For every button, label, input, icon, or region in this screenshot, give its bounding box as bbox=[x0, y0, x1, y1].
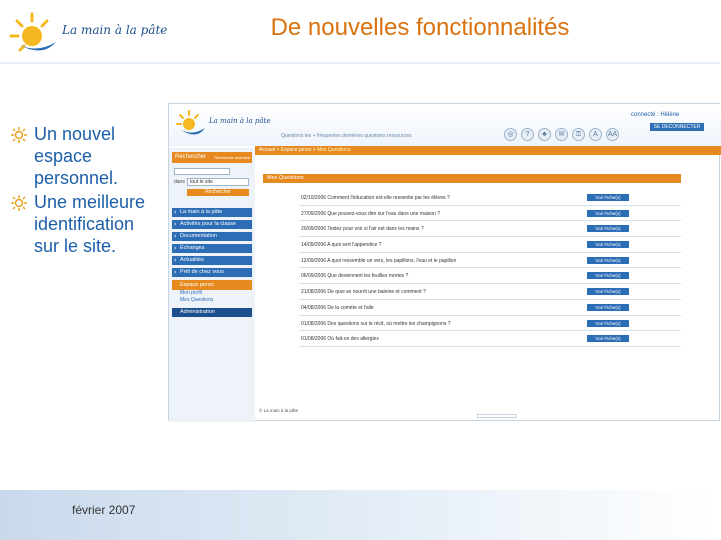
question-row bbox=[299, 221, 681, 237]
question-icon[interactable]: ? bbox=[521, 128, 534, 141]
slide-title: De nouvelles fonctionnalités bbox=[270, 14, 570, 41]
voir-fiches-button[interactable]: Voir Fiche(s) bbox=[587, 194, 629, 201]
search-scope-select[interactable]: tout le site bbox=[187, 178, 249, 186]
questions-list bbox=[299, 190, 681, 347]
question-text[interactable]: 20/09/2006 Testez pour voir si l'air est dans les mains ? bbox=[301, 226, 424, 233]
search-button[interactable]: Rechercher bbox=[187, 189, 249, 196]
sun-logo-icon bbox=[11, 14, 56, 51]
question-row bbox=[299, 237, 681, 253]
font-icon[interactable]: AA bbox=[606, 128, 619, 141]
espace-perso-title[interactable]: Espace perso bbox=[172, 280, 252, 290]
voir-fiches-button[interactable]: Voir Fiche(s) bbox=[587, 210, 629, 217]
voir-fiches-button[interactable]: Voir Fiche(s) bbox=[587, 257, 629, 264]
question-text[interactable]: 02/10/2006 Comment l'éducation est-elle ressentie par les élèves ? bbox=[301, 195, 450, 201]
footer-date: février 2007 bbox=[72, 503, 136, 517]
question-text[interactable]: 01/08/2006 Où fait-on des allergies bbox=[301, 336, 379, 343]
search-panel-title: Rechercher Recherche avancée bbox=[172, 152, 252, 163]
people-icon[interactable]: ♣ bbox=[538, 128, 551, 141]
nav-item-activites[interactable]: › Activités pour la classe bbox=[172, 220, 252, 229]
horizontal-scrollbar[interactable] bbox=[477, 414, 517, 418]
question-text[interactable]: 21/08/2006 De quoi se nourrit une baleine et comment ? bbox=[301, 289, 426, 296]
breadcrumb-current: Mes Questions bbox=[317, 147, 351, 153]
connected-user-label: connecté : Hélène bbox=[631, 112, 680, 118]
question-text[interactable]: 27/09/2006 Que pouvez-vous dire sur l'eau dans une maison ? bbox=[301, 210, 441, 217]
logo-text: La main à la pâte bbox=[62, 23, 168, 37]
nav-item-documentation[interactable]: › Documentation bbox=[172, 232, 252, 241]
voir-fiches-button[interactable]: Voir Fiche(s) bbox=[587, 335, 629, 342]
question-text[interactable]: 14/09/2006 A quoi sert l'appendice ? bbox=[301, 242, 382, 249]
mon-profil-link[interactable]: Mon profil bbox=[180, 290, 202, 296]
lock-icon[interactable]: ⚿ bbox=[572, 128, 585, 141]
question-row bbox=[299, 316, 681, 332]
question-text[interactable]: 04/08/2006 De la comète et l'aile bbox=[301, 304, 374, 311]
breadcrumb bbox=[255, 146, 721, 155]
question-row bbox=[299, 300, 681, 316]
administration-link[interactable]: Administration bbox=[172, 308, 252, 317]
site-sidebar bbox=[169, 148, 255, 422]
help-icon[interactable]: ◎ bbox=[504, 128, 517, 141]
voir-fiches-button[interactable]: Voir Fiche(s) bbox=[587, 304, 629, 311]
voir-fiches-button[interactable]: Voir Fiche(s) bbox=[587, 241, 629, 248]
title-divider bbox=[0, 62, 720, 64]
bullet-text: Une meilleure identification sur le site. bbox=[34, 192, 146, 256]
logout-button[interactable]: SE DECONNECTER bbox=[650, 123, 704, 131]
site-header bbox=[169, 104, 721, 146]
bullet-list bbox=[10, 123, 160, 259]
header-toolbar bbox=[504, 128, 619, 141]
nav-item-actualites[interactable]: › Actualités bbox=[172, 256, 252, 265]
voir-fiches-button[interactable]: Voir Fiche(s) bbox=[587, 225, 629, 232]
mail-icon[interactable]: ✉ bbox=[555, 128, 568, 141]
bullet-item bbox=[10, 123, 160, 189]
mes-questions-link[interactable]: Mes Questions bbox=[180, 297, 214, 303]
question-row bbox=[299, 331, 681, 347]
voir-fiches-button[interactable]: Voir Fiche(s) bbox=[587, 272, 629, 279]
nav-item-pret-de-chez-vous[interactable]: › Prêt de chez vous bbox=[172, 268, 252, 277]
voir-fiches-button[interactable]: Voir Fiche(s) bbox=[587, 288, 629, 295]
site-logo-text: La main à la pâte bbox=[209, 117, 271, 125]
question-row bbox=[299, 268, 681, 284]
text-size-icon[interactable]: A bbox=[589, 128, 602, 141]
advanced-search-link[interactable]: Recherche avancée bbox=[214, 155, 250, 160]
question-row bbox=[299, 206, 681, 222]
slide-logo bbox=[6, 10, 168, 60]
voir-fiches-button[interactable]: Voir Fiche(s) bbox=[587, 320, 629, 327]
bullet-item bbox=[10, 191, 160, 257]
search-input[interactable] bbox=[174, 168, 230, 175]
search-scope-label: dans bbox=[174, 179, 185, 185]
question-text[interactable]: 12/09/2006 A quoi ressemble un vers, les papillons, l'eau et le papillon bbox=[301, 257, 457, 264]
question-text[interactable]: 01/08/2006 Des questions sur le récit, où mettre les champignons ? bbox=[301, 320, 451, 327]
content-title: Mes Questions bbox=[263, 174, 681, 183]
site-tagline: Questions les + fréquentes dernières questions ressources bbox=[281, 133, 412, 139]
nav-item-echanges[interactable]: › Échanges bbox=[172, 244, 252, 253]
question-row bbox=[299, 253, 681, 269]
nav-item-la-main-a-la-pate[interactable]: › La main à la pâte bbox=[172, 208, 252, 217]
sun-bullet-icon bbox=[10, 194, 28, 212]
question-row bbox=[299, 284, 681, 300]
breadcrumb-path[interactable]: Accueil > Espace perso > bbox=[259, 147, 318, 153]
site-copyright: © La main à la pâte bbox=[259, 408, 299, 413]
site-logo[interactable] bbox=[175, 108, 271, 142]
website-screenshot bbox=[168, 103, 720, 421]
bullet-text: Un nouvel espace personnel. bbox=[34, 124, 119, 188]
question-row bbox=[299, 190, 681, 206]
sun-bullet-icon bbox=[10, 126, 28, 144]
site-main-content bbox=[255, 146, 721, 422]
site-nav-menu bbox=[172, 208, 252, 317]
question-text[interactable]: 06/09/2006 Que deviennent les feuilles mortes ? bbox=[301, 273, 409, 280]
